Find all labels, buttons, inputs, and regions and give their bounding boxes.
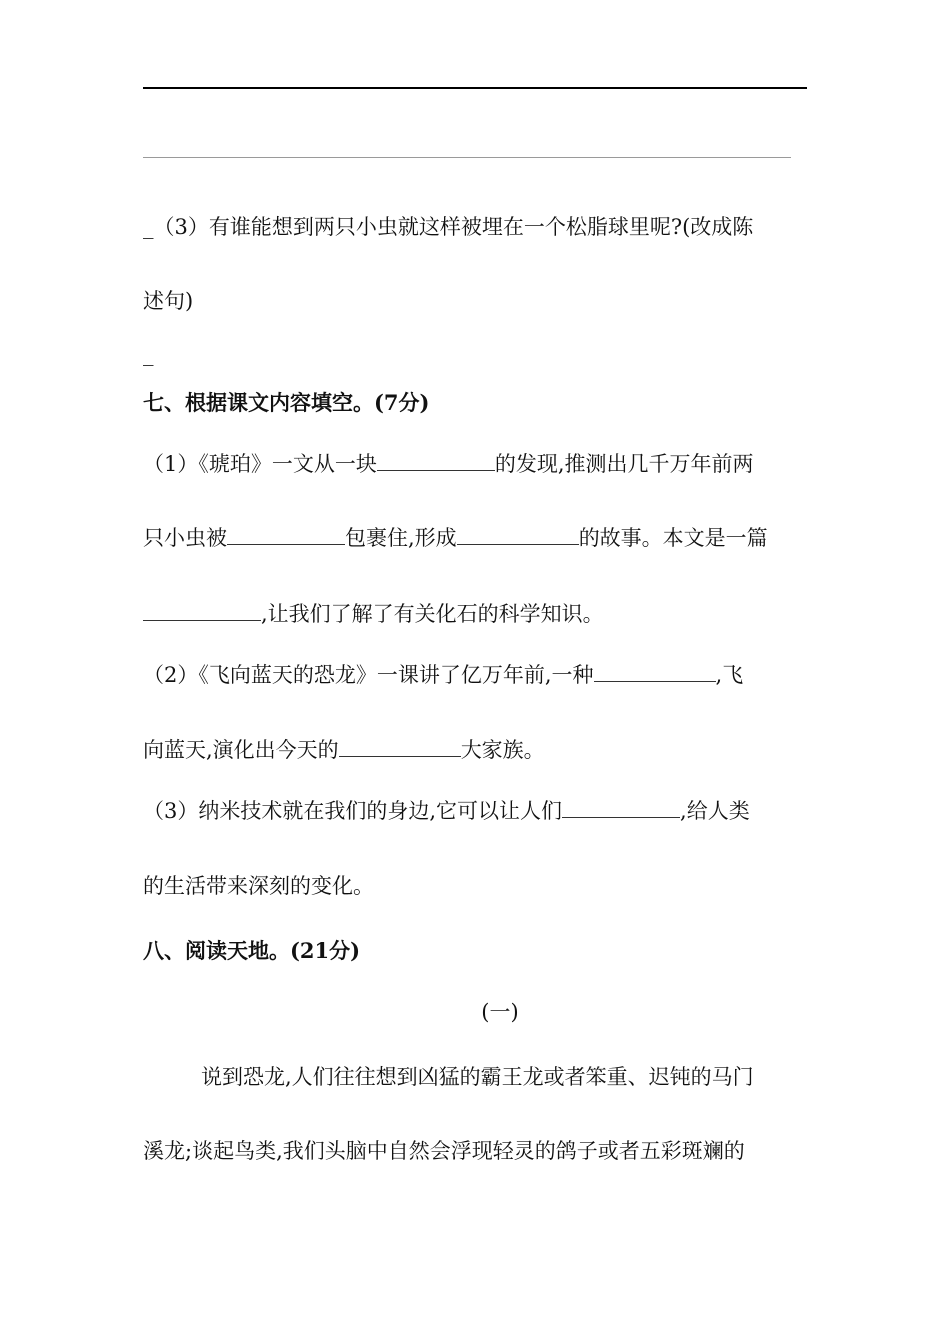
answer-mark: _ (143, 215, 154, 239)
fill-blank[interactable] (457, 525, 579, 545)
answer-line-1 (143, 87, 807, 89)
fill-blank[interactable] (377, 451, 495, 471)
fill-blank[interactable] (143, 601, 261, 621)
fill-blank[interactable] (339, 737, 461, 757)
answer-mark-2: _ (143, 342, 154, 366)
q7-2-text-b: ,飞 (715, 663, 744, 687)
passage-line-2: 溪龙;谈起鸟类,我们头脑中自然会浮现轻灵的鸽子或者五彩斑斓的 (143, 1139, 745, 1163)
q7-1-line-1 (143, 450, 754, 478)
q7-1-line-3 (143, 600, 604, 628)
q7-2-text-d: 大家族。 (460, 738, 545, 762)
section-8-heading: 八、阅读天地。(21分) (143, 938, 361, 963)
q7-1-text-f: ,让我们了解了有关化石的科学知识。 (261, 602, 604, 626)
q7-2-text-c: 向蓝天,演化出今天的 (143, 738, 339, 762)
section-7-heading: 七、根据课文内容填空。(7分) (143, 390, 430, 415)
q7-1-line-2 (143, 524, 768, 552)
q7-2-text-a: （2）《飞向蓝天的恐龙》一课讲了亿万年前,一种 (143, 663, 594, 687)
q7-1-text-c: 只小虫被 (143, 526, 227, 550)
passage-line-1: 说到恐龙,人们往往想到凶猛的霸王龙或者笨重、迟钝的马门 (201, 1065, 754, 1089)
q7-3-line-1 (143, 797, 750, 825)
q7-1-text-d: 包裹住,形成 (345, 526, 457, 550)
fill-blank[interactable] (594, 662, 716, 682)
q7-3-line-2: 的生活带来深刻的变化。 (143, 874, 374, 898)
question-text: （3）有谁能想到两只小虫就这样被埋在一个松脂球里呢?(改成陈 (153, 215, 754, 239)
fill-blank[interactable] (562, 798, 680, 818)
q7-1-text-e: 的故事。本文是一篇 (578, 526, 768, 550)
fill-blank[interactable] (227, 525, 345, 545)
q7-1-text-b: 的发现,推测出几千万年前两 (494, 452, 754, 476)
q7-1-text-a: （1）《琥珀》一文从一块 (143, 452, 377, 476)
answer-line-2 (143, 157, 791, 158)
passage-subtitle: (一) (481, 1000, 519, 1024)
q7-3-text-b: ,给人类 (680, 799, 750, 823)
question-6-3-line-2: 述句) (143, 289, 194, 313)
question-6-3-line-1 (143, 213, 753, 241)
q7-3-text-a: （3）纳米技术就在我们的身边,它可以让人们 (143, 799, 563, 823)
q7-2-line-1 (143, 661, 743, 689)
q7-2-line-2 (143, 736, 545, 764)
